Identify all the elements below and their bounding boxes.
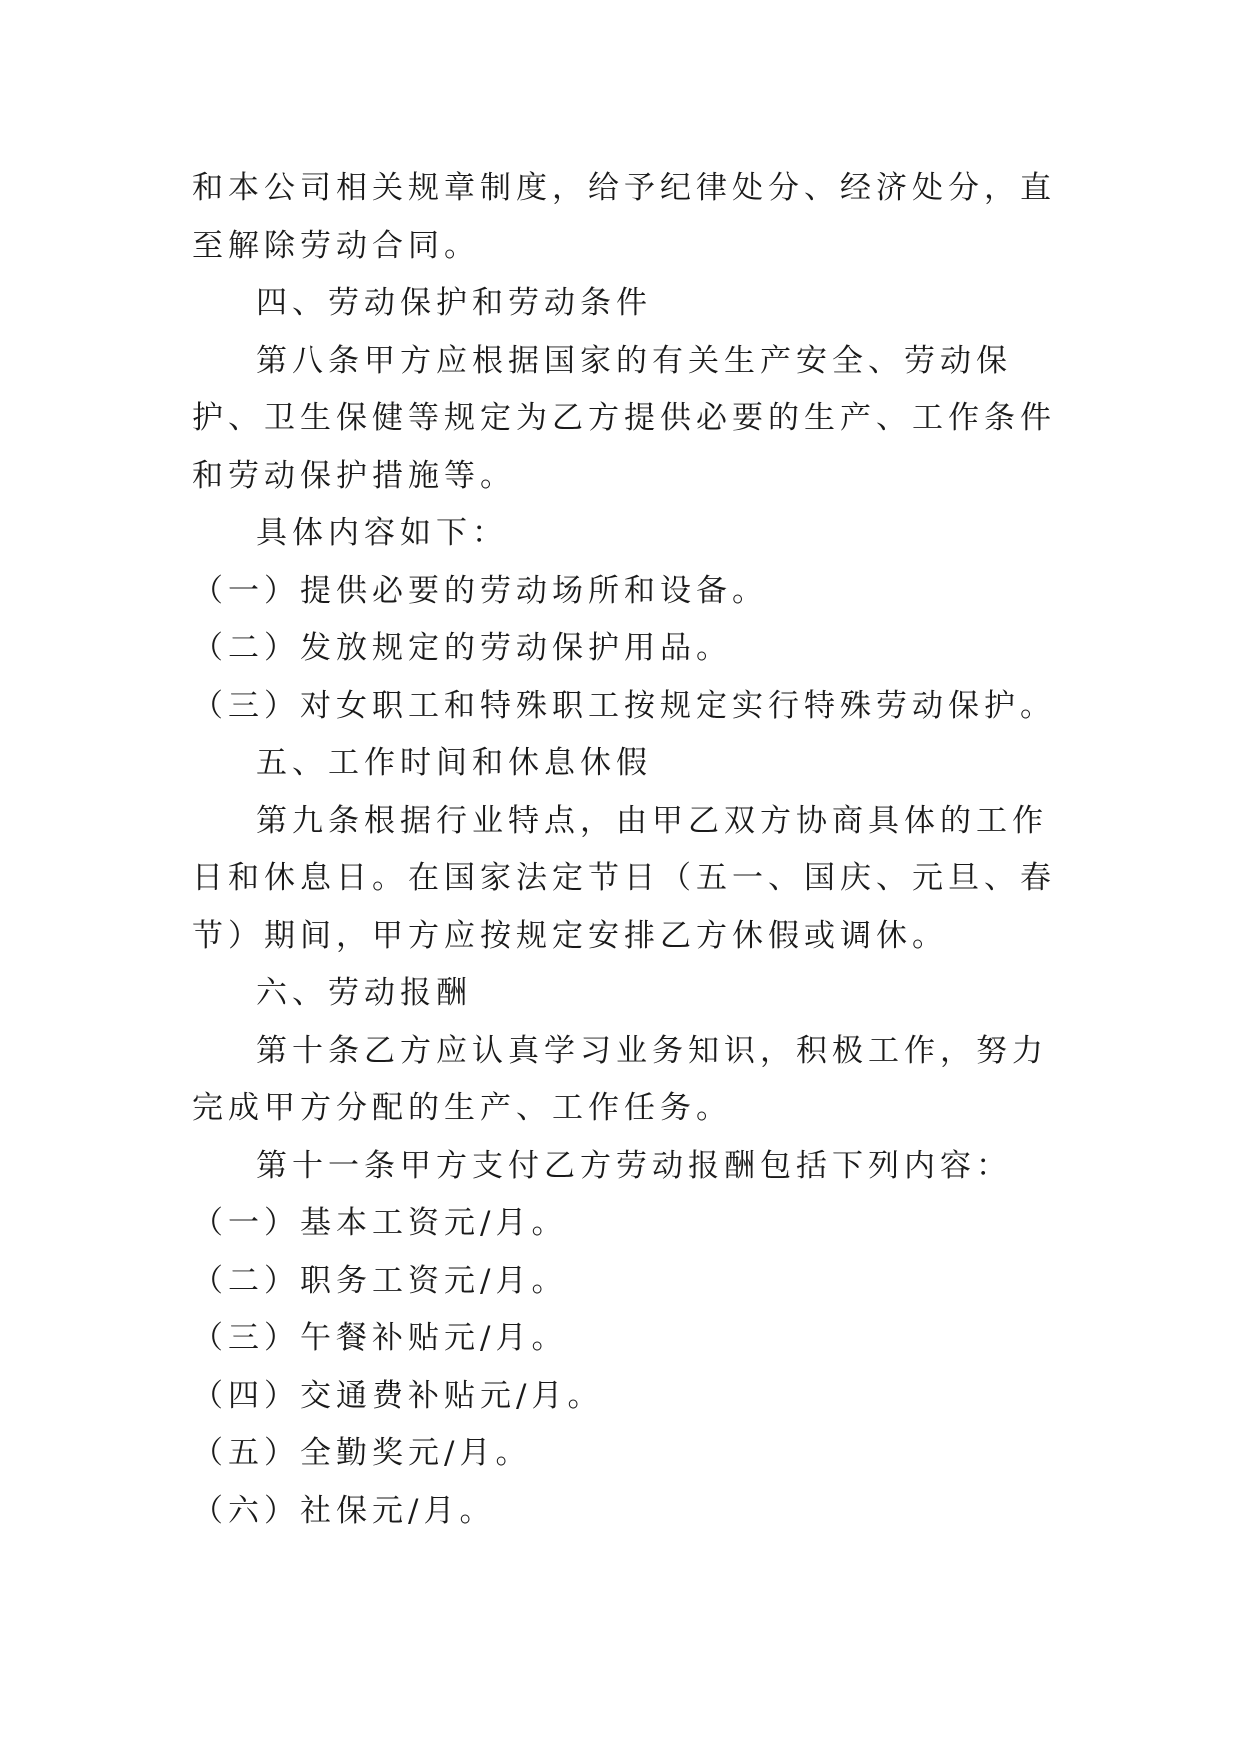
article-11: 第十一条甲方支付乙方劳动报酬包括下列内容： (256, 1147, 1012, 1184)
list-item-basic-salary: （一）基本工资元/月。 (192, 1205, 568, 1241)
list-item-workplace: （一）提供必要的劳动场所和设备。 (192, 572, 768, 609)
paragraph-rules-continuation: 和本公司相关规章制度，给予纪律处分、经济处分，直至解除劳动合同。 (192, 170, 1056, 264)
list-item-lunch-allowance: （三）午餐补贴元/月。 (192, 1320, 568, 1356)
list-item-transport-allowance: （四）交通费补贴元/月。 (192, 1377, 604, 1414)
section-heading-working-hours: 五、工作时间和休息休假 (256, 745, 652, 781)
section-heading-labor-protection: 四、劳动保护和劳动条件 (256, 285, 652, 321)
list-item-special-protection: （三）对女职工和特殊职工按规定实行特殊劳动保护。 (192, 687, 1056, 724)
list-item-position-salary: （二）职务工资元/月。 (192, 1262, 568, 1299)
section-heading-remuneration: 六、劳动报酬 (256, 975, 472, 1011)
article-10: 第十条乙方应认真学习业务知识，积极工作，努力完成甲方分配的生产、工作任务。 (192, 1032, 1048, 1126)
article-8: 第八条甲方应根据国家的有关生产安全、劳动保护、卫生保健等规定为乙方提供必要的生产、工作条件和劳动保护措施等。 (192, 342, 1056, 494)
list-item-social-insurance: （六）社保元/月。 (192, 1492, 496, 1529)
paragraph-details-intro: 具体内容如下： (256, 515, 508, 551)
list-item-attendance-bonus: （五）全勤奖元/月。 (192, 1435, 532, 1471)
article-9: 第九条根据行业特点，由甲乙双方协商具体的工作日和休息日。在国家法定节日（五一、国庆、元旦、春节）期间，甲方应按规定安排乙方休假或调休。 (192, 802, 1056, 954)
document-body (192, 160, 1060, 1540)
list-item-protective-gear: （二）发放规定的劳动保护用品。 (192, 630, 732, 666)
